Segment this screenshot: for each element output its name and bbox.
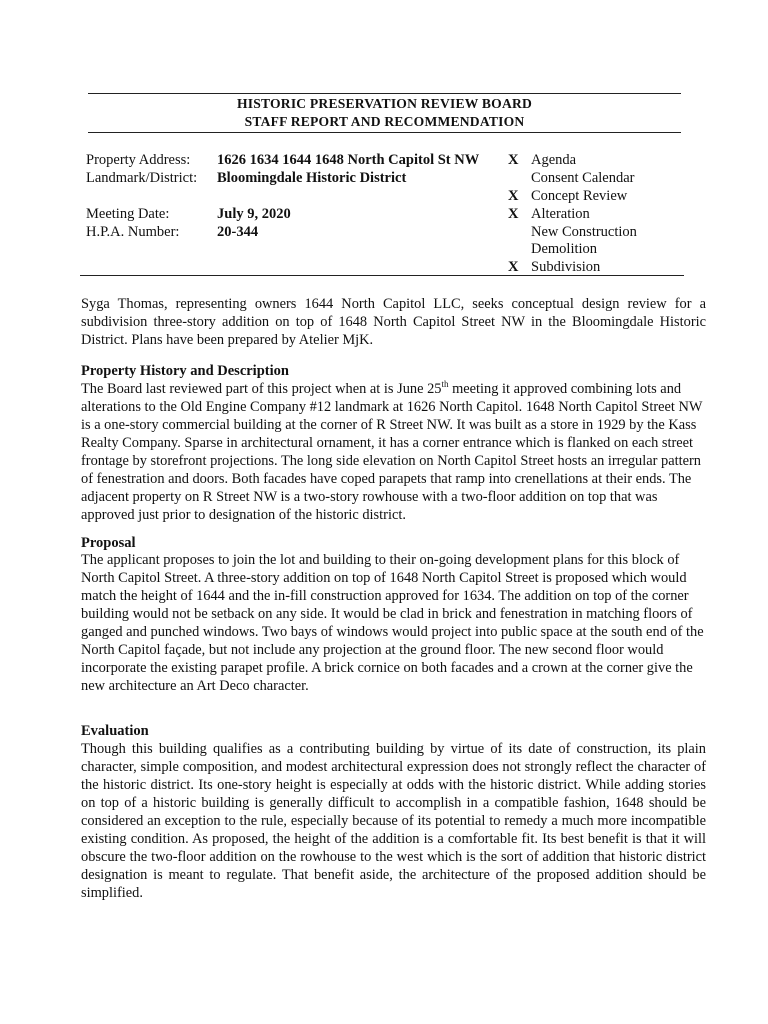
report-title-line2: STAFF REPORT AND RECOMMENDATION [244,114,525,129]
review-type-agenda: Agenda [531,152,577,168]
agenda-check-mark: X [508,152,519,168]
proposal-heading: Proposal [81,535,136,551]
concept-review-check-mark: X [508,188,519,204]
history-heading: Property History and Description [81,363,289,379]
landmark-district-label: Landmark/District: [86,170,198,186]
proposal-paragraph: The applicant proposes to join the lot and building to their on-going development plans for this block of North Capitol Street. A three-story addition on top of 1648 North Capitol Street is proposed which would match the height of 1644 and the in-fill construction approved for 1634. The addition on top of the corner building would not be setback on any side. It would be clad in brick and fenestration in matching floors of ganged and punched windows. Two bays of windows would project into public space at the south end of the North Capitol façade, but not include any projection at the ground floor. The new second floor would incorporate the existing parapet profile. A brick cornice on both facades and a crown at the corner give the new architecture an Art Deco character. [81,552,704,694]
meeting-date-label: Meeting Date: [86,206,170,222]
hpa-number-value: 20-344 [217,224,259,240]
review-type-concept-review: Concept Review [531,188,628,204]
history-text-start: The Board last reviewed part of this project when at is June 25 [81,381,442,397]
history-paragraph [81,380,708,524]
review-type-consent-calendar: Consent Calendar [531,170,635,186]
review-type-alteration: Alteration [531,206,590,222]
history-text-rest: meeting it approved combining lots and alterations to the Old Engine Company #12 landmark at 1626 North Capitol. 1648 North Capitol Street NW is a one-story commercial building at the corner of R Street NW. It was built as a store in 1929 by the Kass Realty Company. Sparse in architectural ornament, it has a corner entrance which is flanked on each street frontage by storefront projections. The long side elevation on North Capitol Street hosts an irregular pattern of fenestration and doors. Both facades have coped parapets that ramp into crenellations at their ends. The adjacent property on R Street NW is a two-story rowhouse with a two-floor addition on top that was approved just prior to designation of the historic district. [81,381,703,523]
alteration-check-mark: X [508,206,519,222]
review-type-new-construction: New Construction [531,224,637,240]
review-type-subdivision: Subdivision [531,259,601,275]
meeting-date-value: July 9, 2020 [217,206,291,222]
hpa-number-label: H.P.A. Number: [86,224,180,240]
review-type-demolition: Demolition [531,241,598,257]
landmark-district-value: Bloomingdale Historic District [217,170,407,186]
top-rule [88,93,681,94]
evaluation-heading: Evaluation [81,723,149,739]
subdivision-check-mark: X [508,259,519,275]
title-bottom-rule [88,132,681,133]
header-bottom-rule [80,275,684,276]
intro-paragraph: Syga Thomas, representing owners 1644 North Capitol LLC, seeks conceptual design review for a subdivision three-story addition on top of 1648 North Capitol Street NW in the Bloomingdale Historic District. Plans have been prepared by Atelier MjK. [81,296,706,348]
evaluation-paragraph: Though this building qualifies as a contributing building by virtue of its date of construction, its plain character, simple composition, and modest architectural expression does not strongly reflect the character of the historic district. Its one-story height is especially at odds with the historic district. While adding stories on top of a historic building is generally difficult to accomplish in a compatible fashion, 1648 should be considered an exception to the rule, especially because of its potential to remedy a much more incompatible existing condition. As proposed, the height of the addition is a comfortable fit. Its best benefit is that it will obscure the two-floor addition on the rowhouse to the west which is the sort of addition that historic district designation is meant to regulate. That benefit aside, the architecture of the proposed addition should be simplified. [81,741,706,901]
property-address-label: Property Address: [86,152,191,168]
history-ordinal-suffix: th [441,379,449,390]
report-title-line1: HISTORIC PRESERVATION REVIEW BOARD [236,96,532,111]
property-address-value: 1626 1634 1644 1648 North Capitol St NW [217,152,480,168]
